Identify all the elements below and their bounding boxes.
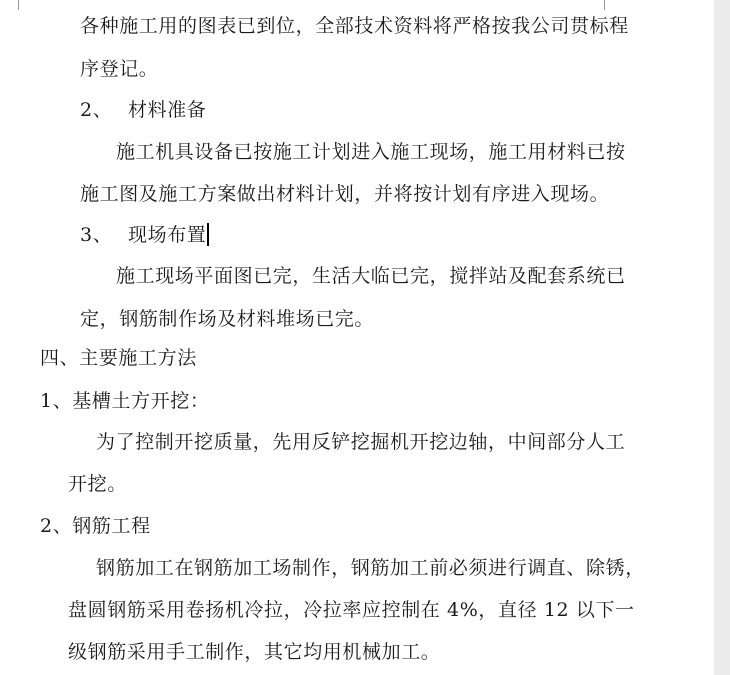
page-corner-marker-right [604, 0, 615, 10]
body-text-line[interactable]: 施工图及施工方案做出材料计划，并将按计划有序进入现场。 [80, 183, 610, 205]
body-text-line[interactable]: 钢筋加工在钢筋加工场制作，钢筋加工前必须进行调直、除锈， [96, 557, 645, 579]
section-heading[interactable]: 四、主要施工方法 [40, 347, 197, 369]
sub-heading-title: 材料准备 [128, 99, 207, 121]
sub-heading-site-layout[interactable] [80, 223, 209, 247]
body-text-line[interactable]: 序登记。 [80, 58, 159, 80]
body-text-line[interactable]: 施工现场平面图已完，生活大临已完，搅拌站及配套系统已 [116, 265, 626, 287]
sub-heading-number: 3、 [80, 224, 113, 246]
body-text-line[interactable]: 为了控制开挖质量，先用反铲挖掘机开挖边轴，中间部分人工 [96, 431, 626, 453]
sub-heading-number: 2、 [80, 99, 113, 121]
sub-heading-title: 现场布置 [128, 224, 207, 246]
body-text-line[interactable]: 施工机具设备已按施工计划进入施工现场，施工用材料已按 [116, 141, 626, 163]
numbered-heading[interactable]: 2、钢筋工程 [40, 515, 151, 537]
body-text-line[interactable]: 级钢筋采用手工制作，其它均用机械加工。 [68, 641, 441, 663]
body-text-line[interactable]: 开挖。 [68, 473, 127, 495]
sub-heading-materials[interactable] [80, 98, 206, 122]
body-text-line[interactable]: 各种施工用的图表已到位，全部技术资料将严格按我公司贯标程 [80, 15, 629, 37]
body-text-line[interactable]: 定，钢筋制作场及材料堆场已完。 [80, 308, 375, 330]
text-cursor [207, 223, 209, 246]
page-corner-marker-left [8, 0, 19, 10]
body-text-line[interactable]: 盘圆钢筋采用卷扬机冷拉，冷拉率应控制在 4%，直径 12 以下一 [68, 599, 635, 621]
window-gutter [714, 0, 730, 675]
numbered-heading[interactable]: 1、基槽土方开挖： [40, 390, 210, 412]
